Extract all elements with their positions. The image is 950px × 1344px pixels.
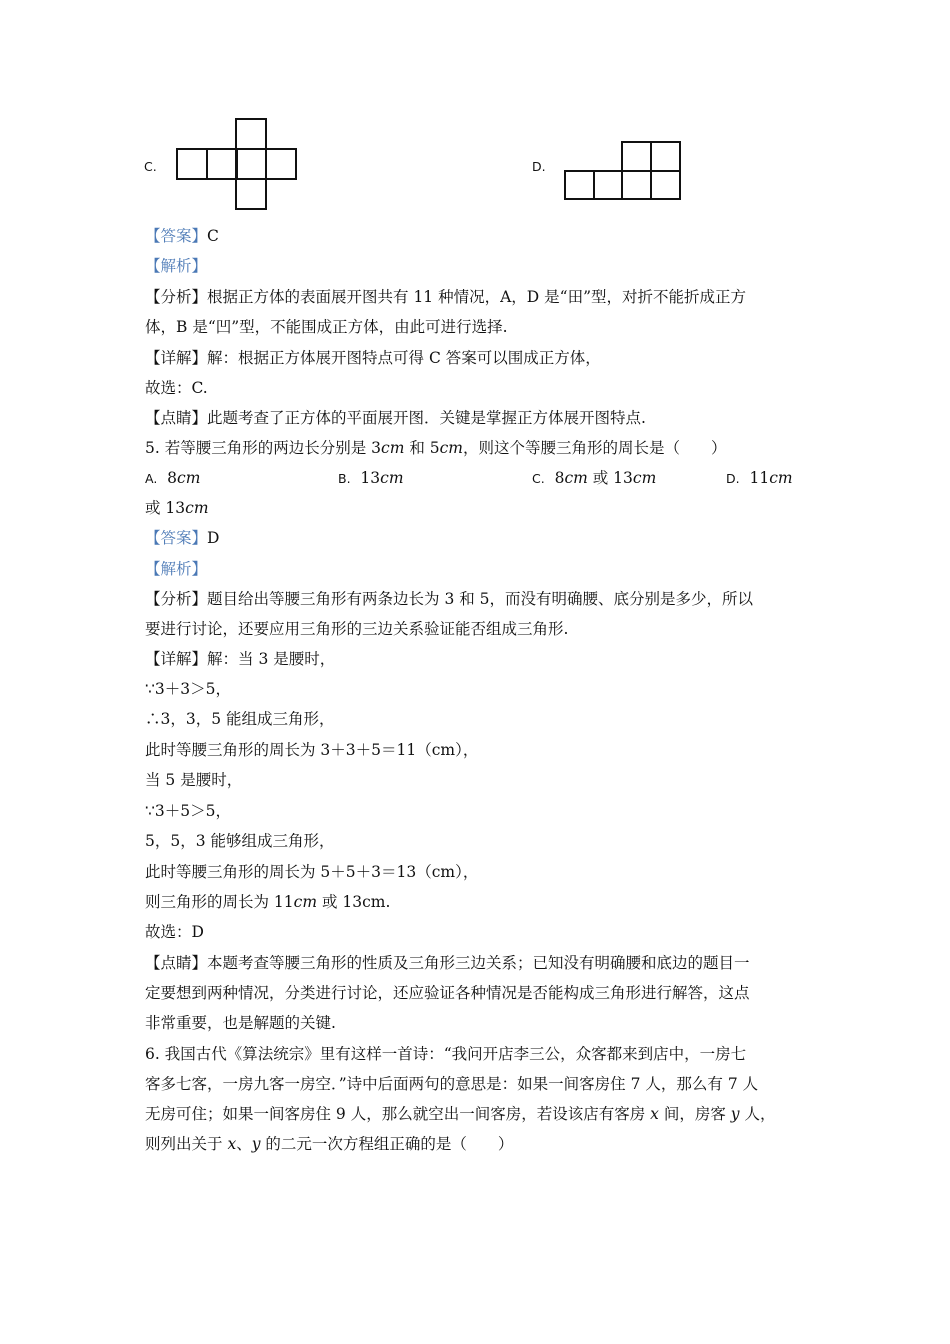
q5-step-line: ∵3＋5＞5，: [145, 802, 231, 820]
q4-guxuan-line: 故选：C.: [145, 379, 208, 397]
option-b-unit: cm: [380, 469, 404, 487]
xiangjie-tag: 【详解】: [145, 650, 208, 668]
option-d-unit: cm: [769, 469, 793, 487]
q5-conclusion-unit: cm: [293, 893, 318, 911]
option-c-unit1: cm: [564, 469, 588, 487]
dianjing-tag: 【点睛】: [145, 954, 208, 972]
q5-fenxi-line1: [145, 589, 753, 609]
option-c-value1: 8: [554, 469, 565, 487]
q5-xiangjie-text: 解：当 3 是腰时，: [207, 650, 336, 668]
q5-option-a: [145, 468, 200, 489]
q5-analysis-line: [145, 559, 207, 579]
option-b-value: 13: [360, 469, 381, 487]
q4-fenxi-text1: 根据正方体的表面展开图共有 11 种情况，A，D 是“田”型，对折不能折成正方: [207, 288, 746, 306]
q6-line4-part1: 则列出关于: [145, 1135, 228, 1153]
option-a-label: A.: [145, 471, 158, 486]
q6-stem-line1: 6. 我国古代《算法统宗》里有这样一首诗：“我问开店李三公，众客都来到店中，一房七: [145, 1045, 747, 1063]
option-c-label: C.: [144, 159, 157, 174]
q6-stem-line3: [145, 1104, 775, 1124]
q5-step-line: 此时等腰三角形的周长为 3＋3＋5＝11（cm），: [145, 741, 479, 759]
q5-step-line: ∴3，3，5 能组成三角形，: [145, 710, 335, 728]
option-c-mid: 或 13: [587, 469, 633, 487]
option-d-label: D.: [532, 159, 546, 174]
option-d-cont-unit: cm: [185, 499, 209, 517]
q5-dianjing-line3: 非常重要，也是解题的关键.: [145, 1014, 336, 1032]
q5-answer-line: [145, 528, 219, 548]
q6-stem-line2: 客多七客，一房九客一房空．”诗中后面两句的意思是：如果一间客房住 7 人，那么有 7 人: [145, 1075, 759, 1093]
q4-fenxi-line2: 体，B 是“凹”型，不能围成正方体，由此可进行选择.: [145, 318, 508, 336]
q5-fenxi-line2: 要进行讨论，还要应用三角形的三边关系验证能否组成三角形.: [145, 620, 569, 638]
xiangjie-tag: 【详解】: [145, 349, 208, 367]
q5-step-line: ∵3＋3＞5，: [145, 680, 231, 698]
option-d-value: 11: [749, 469, 770, 487]
q5-stem: [145, 438, 727, 458]
q5-unit1: cm: [381, 439, 405, 457]
option-d-cont-text: 或 13: [145, 499, 186, 517]
q4-xiangjie-line: [145, 348, 601, 368]
q5-option-d-continuation: [145, 498, 209, 518]
q5-option-d: [726, 468, 793, 489]
analysis-tag: 【解析】: [145, 560, 208, 578]
q5-dianjing-text1: 本题考查等腰三角形的性质及三角形三边关系；已知没有明确腰和底边的题目一: [207, 954, 750, 972]
q4-dianjing-line: [145, 408, 646, 428]
q4-dianjing-text: 此题考查了正方体的平面展开图．关键是掌握正方体展开图特点.: [207, 409, 646, 427]
q4-fenxi-line1: [145, 287, 746, 307]
q5-conclusion-part2: 或 13cm.: [317, 893, 391, 911]
answer-tag: 【答案】: [145, 529, 208, 547]
q6-stem-line4: [145, 1134, 513, 1154]
q6-var-x: x: [650, 1105, 659, 1123]
q5-option-c: [532, 468, 656, 489]
q5-xiangjie-line: [145, 649, 335, 669]
q4-xiangjie-text: 解：根据正方体展开图特点可得 C 答案可以围成正方体，: [207, 349, 601, 367]
q6-line4-y: y: [251, 1135, 261, 1153]
option-a-unit: cm: [177, 469, 201, 487]
option-a-value: 8: [167, 469, 178, 487]
q6-line3-part1: 无房可住；如果一间客房住 9 人，那么就空出一间客房，若设该店有客房: [145, 1105, 651, 1123]
q4-answer: C: [207, 227, 219, 245]
dianjing-tag: 【点睛】: [145, 409, 208, 427]
q5-step-line: 5，5，3 能够组成三角形，: [145, 832, 335, 850]
q5-answer: D: [207, 529, 220, 547]
analysis-tag: 【解析】: [145, 257, 208, 275]
q5-stem-part3: ，则这个等腰三角形的周长是（ ）: [463, 439, 727, 457]
q5-unit2: cm: [439, 439, 464, 457]
q4-analysis-line: [145, 256, 207, 276]
q5-stem-part2: 和 5: [404, 439, 440, 457]
q5-stem-part1: 5. 若等腰三角形的两边长分别是 3: [145, 439, 382, 457]
answer-tag: 【答案】: [145, 227, 208, 245]
q6-line3-part2: 间，房客: [658, 1105, 731, 1123]
q6-var-y: y: [730, 1105, 740, 1123]
option-c-label-q5: C.: [532, 471, 545, 486]
option-b-label: B.: [338, 471, 351, 486]
q5-guxuan-line: 故选：D: [145, 923, 204, 941]
q6-line4-x: x: [227, 1135, 237, 1153]
q5-conclusion-part1: 则三角形的周长为 11: [145, 893, 294, 911]
option-c-unit2: cm: [632, 469, 657, 487]
q5-fenxi-text1: 题目给出等腰三角形有两条边长为 3 和 5，而没有明确腰、底分别是多少，所以: [207, 590, 754, 608]
q4-answer-line: [145, 226, 219, 246]
q5-conclusion-line: [145, 892, 390, 912]
q6-line4-sep: 、: [236, 1135, 252, 1153]
q5-step-line: 当 5 是腰时，: [145, 771, 243, 789]
q6-line3-part3: 人，: [739, 1105, 776, 1123]
q6-line4-part2: 的二元一次方程组正确的是（ ）: [260, 1135, 514, 1153]
fenxi-tag: 【分析】: [145, 288, 208, 306]
option-d-cube-net-figure: [564, 141, 682, 201]
q5-step-line: 此时等腰三角形的周长为 5＋5＋3＝13（cm），: [145, 863, 479, 881]
option-c-cube-net-figure: [176, 118, 298, 210]
option-d-label-q5: D.: [726, 471, 740, 486]
fenxi-tag: 【分析】: [145, 590, 208, 608]
q5-option-b: [338, 468, 404, 489]
q5-dianjing-line2: 定要想到两种情况，分类进行讨论，还应验证各种情况是否能构成三角形进行解答，这点: [145, 984, 750, 1002]
q5-dianjing-line1: [145, 953, 750, 973]
